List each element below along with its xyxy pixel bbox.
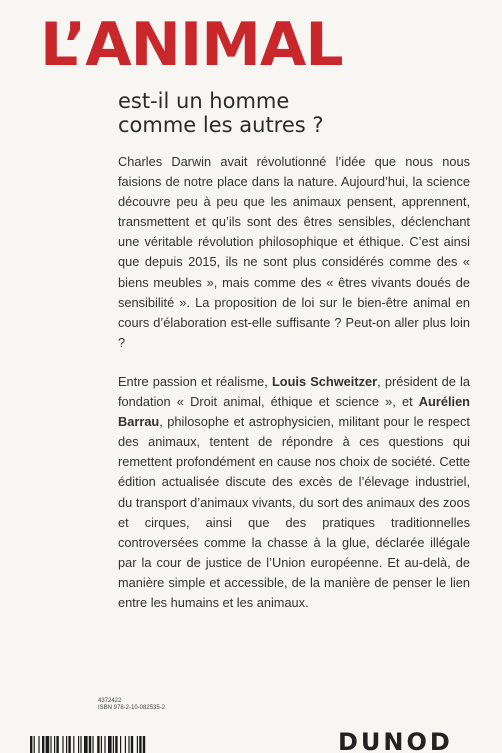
paragraph-2-text-a: Entre passion et réalisme, bbox=[118, 373, 272, 389]
barcode-bar bbox=[46, 736, 50, 753]
barcode-bar bbox=[66, 736, 67, 753]
barcode-bar bbox=[30, 736, 32, 753]
author-name-barrau: Aurélien Barrau bbox=[118, 394, 470, 430]
barcode-bar bbox=[101, 736, 102, 753]
barcode-bar bbox=[89, 736, 91, 753]
barcode-bar bbox=[143, 736, 145, 753]
barcode-bar bbox=[108, 736, 112, 753]
barcode-bar bbox=[128, 736, 129, 753]
barcode-bar bbox=[139, 736, 141, 753]
barcode-bar bbox=[104, 736, 105, 753]
barcode-bar bbox=[113, 736, 114, 753]
barcode-bar bbox=[73, 736, 74, 753]
barcode-bar bbox=[92, 736, 93, 753]
blurb-paragraph-1: Charles Darwin avait révolutionné l’idée que nous nous faisions de notre place dans la nature. Aujourd’hui, la science découvre peu à peu que les animaux pensent, apprennent, transmettent et qu’ils sont des êtres sensibles, déclenchant une véritable révolution philosophique et éthique. C’est ainsi que depuis 2015, ils ne sont plus considérés comme des « biens meubles », mais comme des « êtres vivants doués de sensibilité ». La proposition de loi sur le bien-être animal en cours d’élaboration est-elle suffisante ? Peut-on aller plus loin ? bbox=[118, 154, 470, 350]
barcode-numbers bbox=[98, 698, 165, 712]
barcode-bar bbox=[68, 736, 70, 753]
barcode-bar bbox=[137, 736, 138, 753]
barcode-bar bbox=[38, 736, 39, 753]
barcode-bar bbox=[80, 736, 81, 753]
barcode-bar bbox=[42, 736, 44, 753]
barcode-bar bbox=[56, 736, 58, 753]
author-name-schweitzer: Louis Schweitzer bbox=[271, 373, 378, 389]
paragraph-2-text-b: , président de la fondation « Droit animal, éthique et science », et bbox=[118, 373, 471, 410]
barcode-bar bbox=[84, 736, 88, 753]
book-subtitle bbox=[118, 89, 324, 137]
blurb-paragraph-2 bbox=[118, 372, 470, 613]
barcode-bar bbox=[50, 736, 51, 753]
barcode-bar bbox=[125, 736, 126, 753]
blurb bbox=[118, 152, 470, 613]
subtitle-line-1: est-il un homme bbox=[118, 89, 290, 113]
barcode-area bbox=[0, 690, 502, 753]
barcode-bar bbox=[115, 736, 117, 753]
paragraph-2-text-c: , philosophe et astrophysicien, militant pour le respect des animaux, tentent de répondre à ces questions qui remettent profondément en cause nos choix de société. Cette édition actualisée discute des excès de l’élevage industriel, du transport d’animaux vivants, du sort des animaux des zoos et cirques, ainsi que des pratiques traditionnelles controversées comme la chasse à la glue, déclarée illégale par la cour de justice de l’Union européenne. Et au-delà, de manière simple et accessible, de la manière de penser le lien entre les humains et les animaux. bbox=[118, 414, 470, 610]
barcode-bar bbox=[54, 736, 55, 753]
isbn-text: ISBN 978-2-10-082535-2 bbox=[98, 705, 166, 711]
barcode-bar bbox=[78, 736, 79, 753]
barcode-bar bbox=[97, 736, 99, 753]
barcode bbox=[30, 736, 240, 753]
barcode-bar bbox=[131, 736, 133, 753]
publisher-logo: DUNOD bbox=[338, 728, 453, 753]
book-title: L’ANIMAL bbox=[40, 10, 343, 80]
barcode-bar bbox=[120, 736, 121, 753]
barcode-bar bbox=[34, 736, 35, 753]
barcode-bar bbox=[62, 736, 63, 753]
subtitle-line-2: comme les autres ? bbox=[118, 113, 324, 137]
product-code: 4372422 bbox=[98, 698, 122, 704]
